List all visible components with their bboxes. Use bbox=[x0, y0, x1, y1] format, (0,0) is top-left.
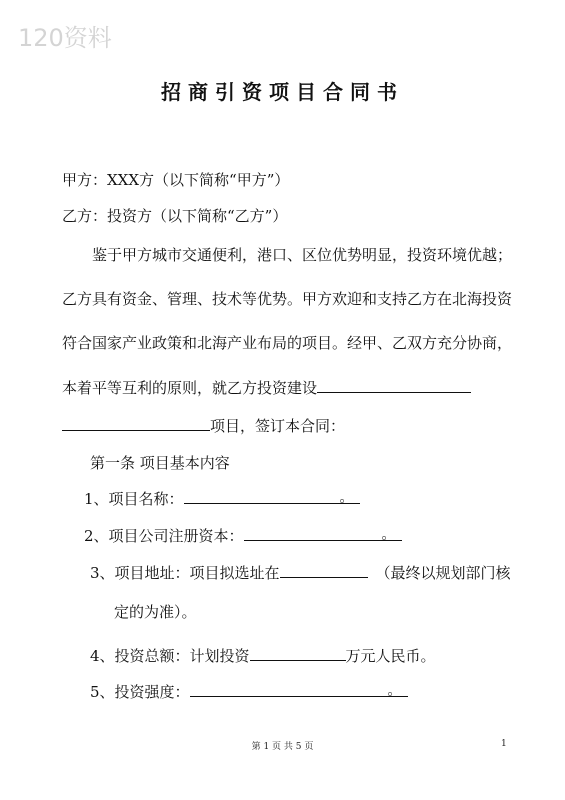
item-3-suffix: （最终以规划部门核 bbox=[375, 564, 511, 582]
preamble-line-2: 乙方具有资金、管理、技术等优势。甲方欢迎和支持乙方在北海投资 bbox=[62, 290, 513, 308]
item-5-blank[interactable] bbox=[190, 682, 408, 697]
party-b-line: 乙方：投资方（以下简称“乙方”） bbox=[62, 207, 288, 225]
item-2-registered-capital bbox=[84, 526, 402, 546]
item-1-label: 1、项目名称： bbox=[84, 490, 184, 508]
item-4-blank[interactable] bbox=[250, 646, 346, 661]
preamble-line-5 bbox=[62, 416, 345, 436]
item-4-total-investment bbox=[90, 646, 436, 666]
item-4-label: 4、投资总额：计划投资 bbox=[90, 647, 250, 665]
item-3-label: 3、项目地址：项目拟选址在 bbox=[90, 564, 280, 582]
item-2-label: 2、项目公司注册资本： bbox=[84, 527, 244, 545]
article-1-heading: 第一条 项目基本内容 bbox=[90, 454, 230, 472]
watermark: 120资料 bbox=[18, 24, 112, 52]
project-name-blank[interactable] bbox=[62, 416, 210, 431]
item-3-blank[interactable] bbox=[280, 563, 368, 578]
preamble-line-4-text: 本着平等互利的原则，就乙方投资建设 bbox=[62, 379, 318, 397]
preamble-line-1: 鉴于甲方城市交通便利，港口、区位优势明显，投资环境优越； bbox=[92, 246, 513, 264]
item-3-continuation: 定的为准）。 bbox=[114, 603, 197, 621]
preamble-line-4 bbox=[62, 378, 471, 398]
item-1-project-name bbox=[84, 489, 360, 509]
item-1-blank[interactable] bbox=[184, 489, 360, 504]
project-construction-blank[interactable] bbox=[317, 378, 471, 393]
preamble-line-3: 符合国家产业政策和北海产业布局的项目。经甲、乙双方充分协商， bbox=[62, 334, 513, 352]
preamble-line-5-text: 项目，签订本合同： bbox=[210, 417, 346, 435]
item-2-blank[interactable] bbox=[244, 526, 402, 541]
item-5-period: 。 bbox=[387, 683, 402, 699]
page-info: 第 1 页 共 5 页 bbox=[251, 742, 314, 752]
party-a-line: 甲方：XXX方（以下简称“甲方”） bbox=[62, 171, 290, 189]
page-number: 1 bbox=[501, 739, 507, 749]
item-2-period: 。 bbox=[381, 527, 396, 543]
item-4-suffix: 万元人民币。 bbox=[345, 647, 436, 665]
item-1-period: 。 bbox=[339, 490, 354, 506]
item-3-project-address bbox=[90, 563, 511, 583]
item-5-investment-intensity bbox=[90, 682, 408, 702]
item-5-label: 5、投资强度： bbox=[90, 683, 190, 701]
document-title: 招商引资项目合同书 bbox=[161, 80, 404, 104]
